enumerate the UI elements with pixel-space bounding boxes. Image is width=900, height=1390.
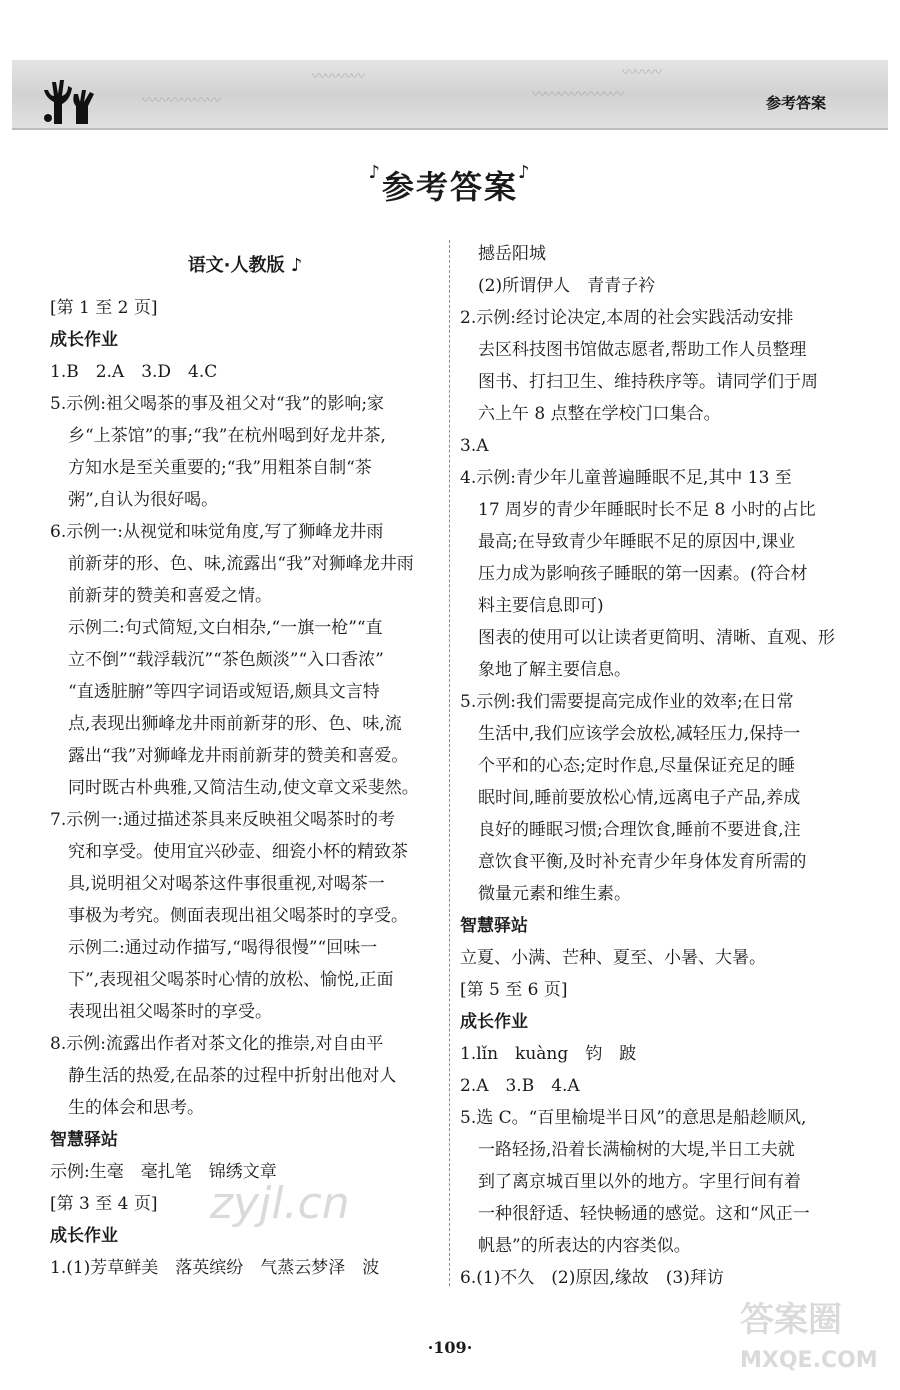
- answer-line: 具,说明祖父对喝茶这件事很重视,对喝茶一: [68, 874, 385, 894]
- answer-line: 压力成为影响孩子睡眠的第一因素。(符合材: [478, 564, 808, 584]
- answer-line: 立不倒”“载浮载沉”“茶色颇淡”“入口香浓”: [68, 650, 384, 670]
- answer-line: 乡“上茶馆”的事;“我”在杭州喝到好龙井茶,: [68, 426, 386, 446]
- watermark-center: zyjl.cn: [210, 1178, 350, 1229]
- answer-line: 4.示例:青少年儿童普遍睡眠不足,其中 13 至: [460, 468, 792, 488]
- answer-line: 事极为考究。侧面表现出祖父喝茶时的享受。: [68, 906, 408, 926]
- answer-line: 静生活的热爱,在品茶的过程中折射出他对人: [68, 1066, 397, 1086]
- answer-line: 图表的使用可以让读者更简明、清晰、直观、形: [478, 628, 835, 648]
- answer-line: 意饮食平衡,及时补充青少年身体发育所需的: [478, 852, 807, 872]
- answer-line: 1.(1)芳草鲜美 落英缤纷 气蒸云梦泽 波: [50, 1258, 380, 1278]
- answer-line: 5.选 C。“百里榆堤半日风”的意思是船趁顺风,: [460, 1108, 807, 1128]
- page-range-label: [第 3 至 4 页]: [50, 1194, 158, 1214]
- answer-line: 料主要信息即可): [478, 596, 604, 616]
- left-column: [50, 238, 440, 1284]
- answer-line: 究和享受。使用宜兴砂壶、细瓷小杯的精致茶: [68, 842, 408, 862]
- answer-line: 6.示例一:从视觉和味觉角度,写了狮峰龙井雨: [50, 522, 384, 542]
- answer-line: 2.示例:经讨论决定,本周的社会实践活动安排: [460, 308, 794, 328]
- answer-line: 露出“我”对狮峰龙井雨前新芽的赞美和喜爱。: [68, 746, 409, 766]
- answer-line: 前新芽的形、色、味,流露出“我”对狮峰龙井雨: [68, 554, 414, 574]
- answer-line: 同时既古朴典雅,又简洁生动,使文章文采斐然。: [68, 778, 419, 798]
- answer-line: 点,表现出狮峰龙井雨前新芽的形、色、味,流: [68, 714, 402, 734]
- hands-logo-icon: [40, 72, 102, 128]
- music-note-icon: ♪: [368, 162, 382, 183]
- answer-line: 5.示例:祖父喝茶的事及祖父对“我”的影响;家: [50, 394, 385, 414]
- answer-line: 生活中,我们应该学会放松,减轻压力,保持一: [478, 724, 801, 744]
- answer-line: “直透脏腑”等四字词语或短语,颇具文言特: [68, 682, 380, 702]
- section-heading: 成长作业: [460, 1012, 528, 1032]
- answer-line: 示例二:通过动作描写,“喝得很慢”“回味一: [68, 938, 378, 958]
- answer-line: 5.示例:我们需要提高完成作业的效率;在日常: [460, 692, 794, 712]
- answer-line: 一种很舒适、轻快畅通的感觉。这和“风正一: [478, 1204, 810, 1224]
- answer-line: 个平和的心态;定时作息,尽量保证充足的睡: [478, 756, 796, 776]
- answer-line: 粥”,自认为很好喝。: [68, 490, 219, 510]
- answer-line: 17 周岁的青少年睡眠时长不足 8 小时的占比: [478, 500, 816, 520]
- answer-line: 立夏、小满、芒种、夏至、小暑、大暑。: [460, 948, 766, 968]
- answer-line: 示例:生毫 毫扎笔 锦绣文章: [50, 1162, 277, 1182]
- answer-line: 7.示例一:通过描述茶具来反映祖父喝茶时的考: [50, 810, 395, 830]
- header-band: 〰〰〰〰〰〰 〰〰〰〰 〰〰〰〰〰〰〰 〰〰〰: [12, 60, 888, 130]
- music-note-icon: ♪: [290, 255, 303, 276]
- answer-line: 良好的睡眠习惯;合理饮食,睡前不要进食,注: [478, 820, 801, 840]
- page-range-label: [第 1 至 2 页]: [50, 298, 158, 318]
- page-title: [0, 162, 900, 208]
- column-divider: [449, 240, 450, 1286]
- answer-line: 图书、打扫卫生、维持秩序等。请同学们于周: [478, 372, 818, 392]
- right-column: [460, 238, 860, 1294]
- answer-line: 帆悬”的所表达的内容类似。: [478, 1236, 691, 1256]
- answer-line: 下”,表现祖父喝茶时心情的放松、愉悦,正面: [68, 970, 394, 990]
- answer-line: 眠时间,睡前要放松心情,远离电子产品,养成: [478, 788, 801, 808]
- answer-line: 去区科技图书馆做志愿者,帮助工作人员整理: [478, 340, 807, 360]
- answer-line: (2)所谓伊人 青青子衿: [478, 276, 656, 296]
- answer-line: 1.B 2.A 3.D 4.C: [50, 362, 218, 382]
- answer-line: 8.示例:流露出作者对茶文化的推崇,对自由平: [50, 1034, 384, 1054]
- section-heading: 智慧驿站: [460, 916, 528, 936]
- section-heading: 智慧驿站: [50, 1130, 118, 1150]
- answer-line: 3.A: [460, 436, 489, 456]
- subject-text: 语文·人教版: [187, 255, 285, 276]
- page-title-text: 参考答案: [381, 168, 518, 206]
- page-number: ·109·: [427, 1338, 473, 1357]
- answer-line: 表现出祖父喝茶时的享受。: [68, 1002, 272, 1022]
- right-answer-lines: [460, 238, 860, 1294]
- answer-line: 撼岳阳城: [478, 244, 546, 264]
- music-note-icon: ♪: [518, 162, 532, 183]
- answer-line: 1.lǐn kuàng 钧 跛: [460, 1044, 637, 1064]
- answer-line: 象地了解主要信息。: [478, 660, 631, 680]
- answer-line: 一路轻扬,沿着长满榆树的大堤,半日工夫就: [478, 1140, 795, 1160]
- answer-line: 六上午 8 点整在学校门口集合。: [478, 404, 721, 424]
- answer-line: 生的体会和思考。: [68, 1098, 204, 1118]
- page-range-label: [第 5 至 6 页]: [460, 980, 568, 1000]
- answer-line: 最高;在导致青少年睡眠不足的原因中,课业: [478, 532, 796, 552]
- subject-heading: [50, 250, 440, 282]
- section-heading: 成长作业: [50, 1226, 118, 1246]
- answer-line: 微量元素和维生素。: [478, 884, 631, 904]
- watermark-corner-top: 答案圈: [740, 1300, 842, 1340]
- header-label: 参考答案: [765, 94, 826, 112]
- answer-line: 2.A 3.B 4.A: [460, 1076, 580, 1096]
- watermark-corner-bottom: MXQE.COM: [740, 1348, 878, 1373]
- answer-line: 到了离京城百里以外的地方。字里行间有着: [478, 1172, 801, 1192]
- answer-line: 前新芽的赞美和喜爱之情。: [68, 586, 272, 606]
- left-answer-lines: [50, 292, 440, 1284]
- answer-line: 方知水是至关重要的;“我”用粗茶自制“茶: [68, 458, 372, 478]
- answer-line: 示例二:句式简短,文白相杂,“一旗一枪”“直: [68, 618, 383, 638]
- answer-line: 6.(1)不久 (2)原因,缘故 (3)拜访: [460, 1268, 724, 1288]
- section-heading: 成长作业: [50, 330, 118, 350]
